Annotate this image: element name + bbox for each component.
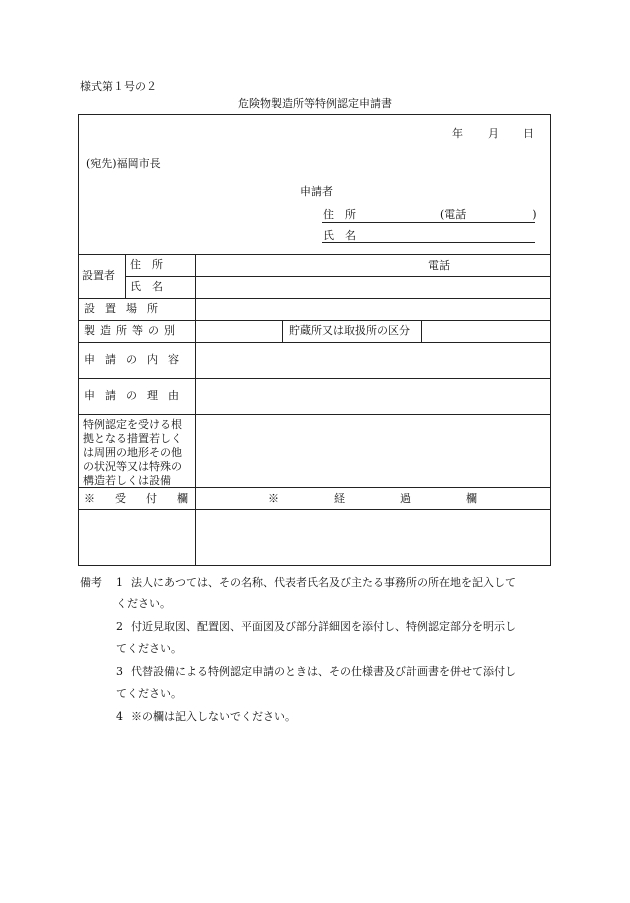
note-number: 2 [116, 620, 123, 633]
notes-label: 備考 [80, 576, 102, 589]
installer-address-label: 住 所 [130, 258, 163, 271]
reception-label: ※受付欄 [84, 492, 208, 505]
applicant-address-underline[interactable] [322, 222, 535, 223]
date-month-label: 月 [488, 127, 499, 140]
applicant-name-label: 氏 名 [323, 229, 356, 242]
basis-label-line: の状況等又は特殊の [83, 460, 182, 473]
installer-label: 設置者 [82, 269, 115, 282]
installer-name-field[interactable] [196, 277, 550, 298]
request-reason-label: 申請の理由 [84, 389, 189, 402]
progress-field[interactable] [196, 510, 550, 565]
note-text: 法人にあつては、その名称、代表者氏名及び主たる事務所の所在地を記入して [131, 576, 516, 589]
basis-label-line: 構造若しくは設備 [83, 474, 171, 487]
applicant-address-label: 住 所 [323, 208, 356, 221]
note-text-cont: てください。 [116, 687, 182, 700]
note-number: 4 [116, 710, 123, 723]
request-content-label: 申請の内容 [84, 353, 189, 366]
location-field[interactable] [196, 299, 550, 320]
applicant-label: 申請者 [300, 185, 333, 198]
installer-address-field[interactable] [196, 255, 416, 276]
request-reason-field[interactable] [196, 379, 550, 414]
basis-label-line: は周囲の地形その他 [83, 446, 182, 459]
applicant-phone-label: (電話 ) [440, 208, 537, 221]
basis-label-line: 拠となる措置若しく [83, 432, 182, 445]
note-text-cont: てください。 [116, 642, 182, 655]
form-number: 様式第１号の２ [80, 80, 157, 93]
progress-label: ※経過欄 [268, 492, 532, 505]
note-text-cont: ください。 [116, 597, 171, 610]
storage-type-field[interactable] [422, 321, 550, 342]
note-number: 3 [116, 665, 123, 678]
installer-phone-label: 電話 [428, 259, 450, 272]
facility-type-field[interactable] [196, 321, 282, 342]
rule-type-split-1 [282, 320, 283, 342]
basis-label-line: 特例認定を受ける根 [83, 418, 182, 431]
installer-name-label: 氏 名 [130, 280, 163, 293]
basis-field[interactable] [196, 415, 550, 487]
storage-type-label: 貯蔵所又は取扱所の区分 [289, 324, 410, 337]
note-text: 代替設備による特例認定申請のときは、その仕様書及び計画書を併せて添付し [131, 665, 516, 678]
rule-installer-split [125, 254, 126, 298]
location-label: 設置場所 [84, 302, 168, 315]
note-number: 1 [116, 576, 123, 589]
applicant-name-underline[interactable] [322, 242, 535, 243]
note-text: ※の欄は記入しないでください。 [131, 710, 296, 723]
addressee: (宛先)福岡市長 [86, 157, 161, 170]
document-title: 危険物製造所等特例認定申請書 [238, 97, 392, 110]
note-text: 付近見取図、配置図、平面図及び部分詳細図を添付し、特例認定部分を明示し [131, 620, 516, 633]
date-day-label: 日 [523, 127, 534, 140]
date-year-label: 年 [452, 127, 463, 140]
facility-type-label: 製造所等の別 [84, 324, 180, 337]
reception-field[interactable] [79, 510, 195, 565]
request-content-field[interactable] [196, 343, 550, 378]
basis-label [83, 418, 193, 488]
